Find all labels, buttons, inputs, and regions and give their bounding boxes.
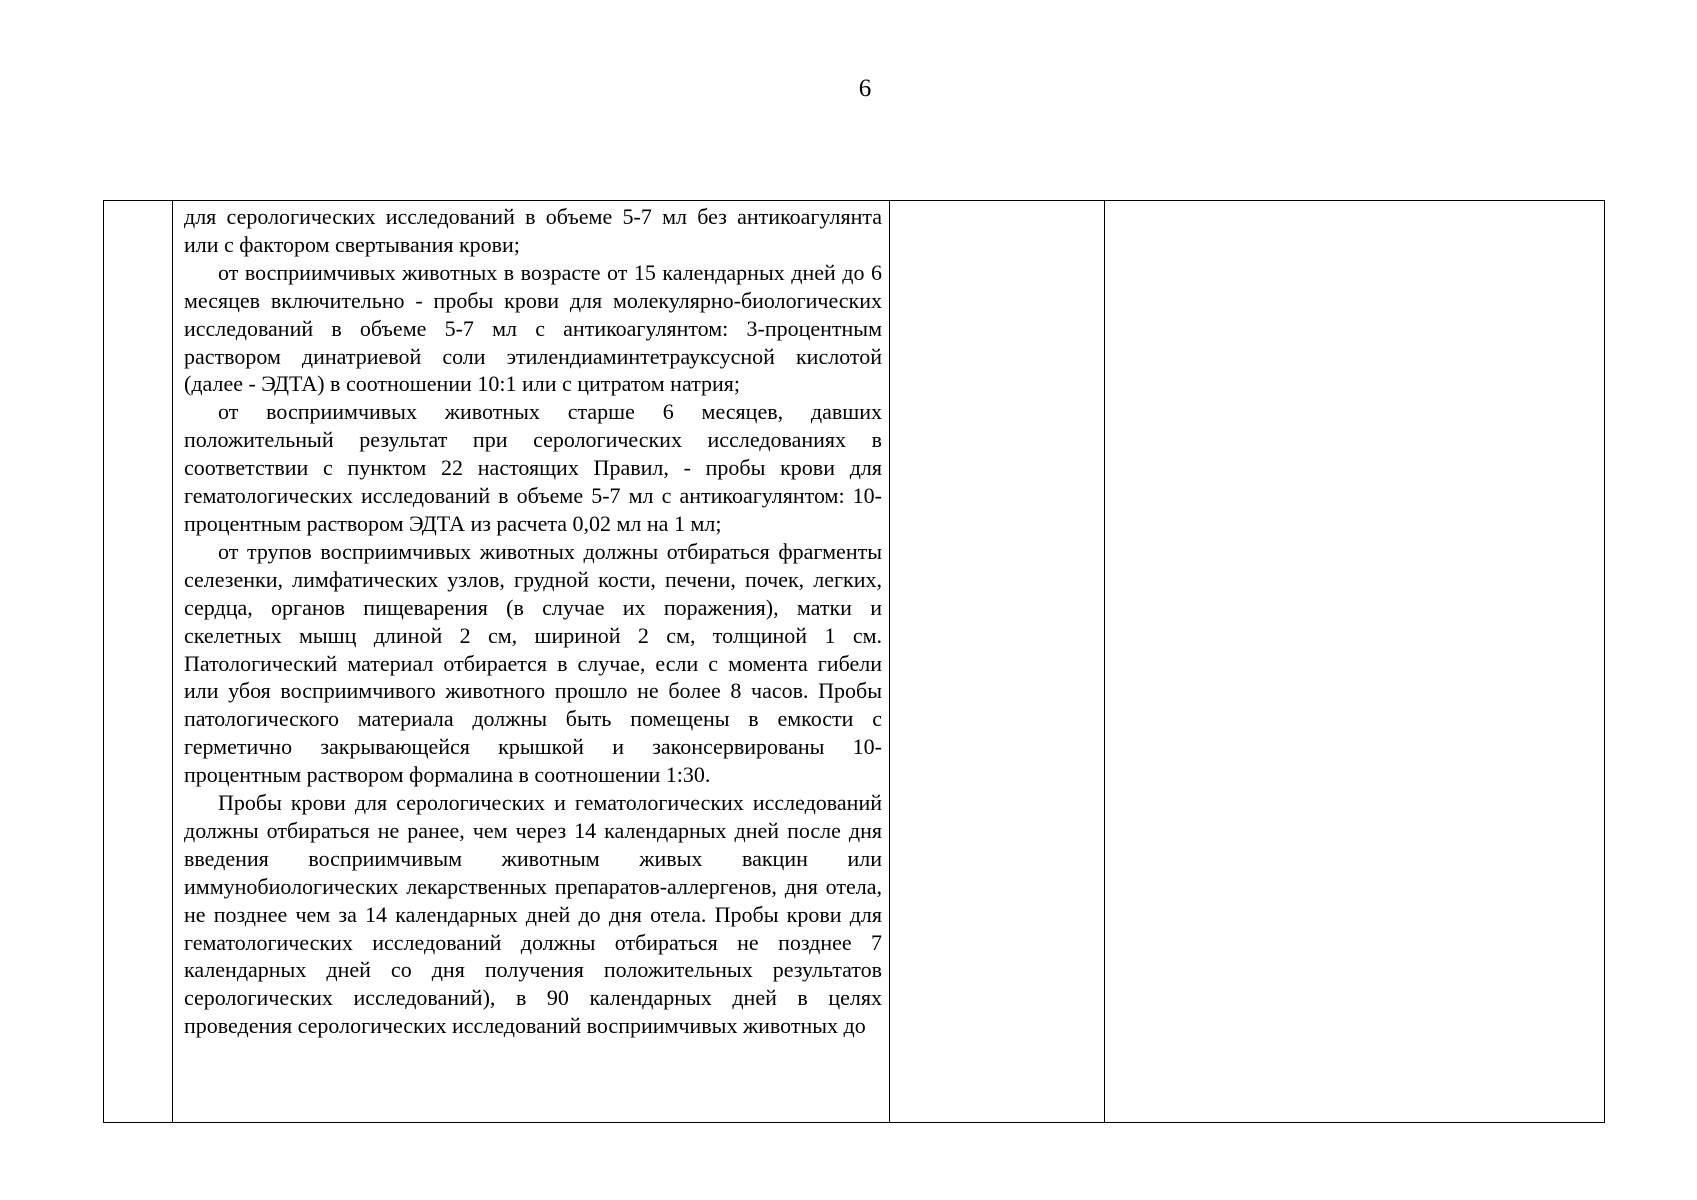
table-content-cell — [184, 203, 882, 1040]
column-divider-1 — [172, 201, 173, 1122]
document-table — [103, 200, 1605, 1123]
paragraph-5: Пробы крови для серологических и гематологических исследований должны отбираться не ранее, чем через 14 календарных дней после дня введения восприимчивым животным живых вакцин или иммунобиологических лекарственных препаратов-аллергенов, дня отела, не позднее чем за 14 календарных дней до дня отела. Пробы крови для гематологических исследований должны отбираться не позднее 7 календарных дней со дня получения положительных результатов серологических исследований), в 90 календарных дней в целях проведения серологических исследований восприимчивых животных до — [184, 790, 882, 1039]
paragraph-2: от восприимчивых животных в возрасте от 15 календарных дней до 6 месяцев включительно - пробы крови для молекулярно-биологических исследований в объеме 5-7 мл с антикоагулянтом: 3-процентным раствором динатриевой соли этилендиаминтетрауксусной кислотой (далее - ЭДТА) в соотношении 10:1 или с цитратом натрия; — [184, 259, 882, 397]
column-divider-3 — [1104, 201, 1105, 1122]
page-number: 6 — [858, 75, 872, 102]
paragraph-4: от трупов восприимчивых животных должны отбираться фрагменты селезенки, лимфатических узлов, грудной кости, печени, почек, легких, сердца, органов пищеварения (в случае их поражения), матки и скелетных мышц длиной 2 см, шириной 2 см, толщиной 1 см. Патологический материал отбирается в случае, если с момента гибели или убоя восприимчивого животного прошло не более 8 часов. Пробы патологического материала должны быть помещены в емкости с герметично закрывающейся крышкой и законсервированы 10-процентным раствором формалина в соотношении 1:30. — [184, 538, 882, 788]
column-divider-2 — [889, 201, 890, 1122]
paragraph-1: для серологических исследований в объеме 5-7 мл без антикоагулянта или с фактором свертывания крови; — [184, 204, 882, 257]
paragraph-3: от восприимчивых животных старше 6 месяцев, давших положительный результат при серологических исследованиях в соответствии с пунктом 22 настоящих Правил, - пробы крови для гематологических исследований в объеме 5-7 мл с антикоагулянтом: 10-процентным раствором ЭДТА из расчета 0,02 мл на 1 мл; — [184, 399, 882, 536]
